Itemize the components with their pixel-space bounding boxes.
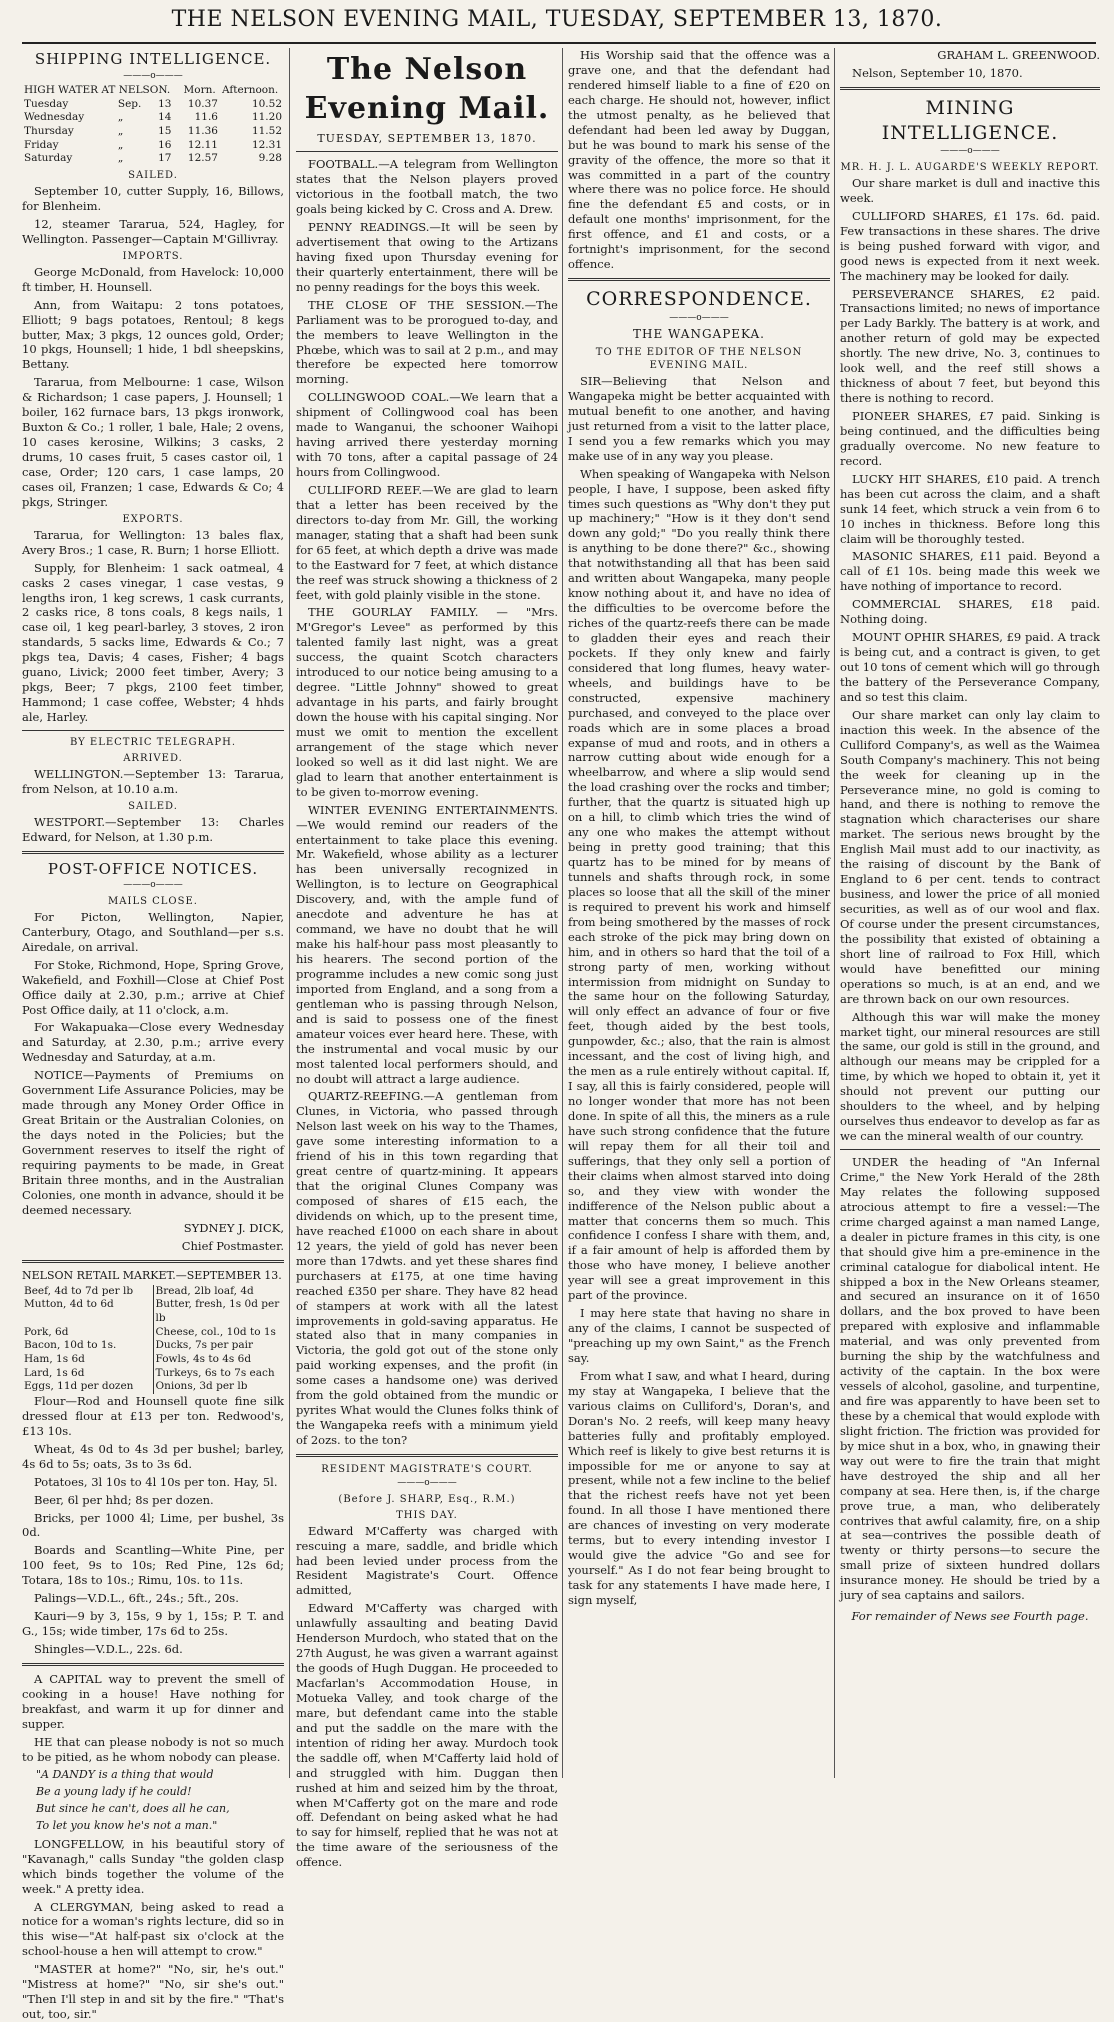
- export-item: Tararua, for Wellington: 13 bales flax, Avery Bros.; 1 case, R. Burn; 1 horse Elliott.: [22, 527, 284, 557]
- court-para: His Worship said that the offence was a grave one, and that the defendant had rendered himself liable to a fine of £20 on each charge. He should not, however, inflict the utmost penalty, as he believed that defendant had been led away by Duggan, but he was bound to mark his sense of the gravity of the offence, the more so that it was committed in a part of the country where there was no police force. He should fine the defendant £5 and costs, or in default one months' imprisonment, for the first offence, and £1 and costs, or a fortnight's imprisonment, for the second offence.: [568, 48, 830, 272]
- tide-aft-label: Afternoon.: [221, 84, 279, 97]
- tide-day: Wednesday: [24, 111, 85, 124]
- import-item: George McDonald, from Havelock: 10,000 ft timber, H. Hounsell.: [22, 264, 284, 294]
- tide-month: „: [117, 152, 124, 165]
- market-cell: Pork, 6d: [24, 1325, 69, 1338]
- tide-row: [22, 139, 284, 153]
- tide-day: Friday: [24, 138, 59, 151]
- court-day: THIS DAY.: [396, 1509, 458, 1521]
- news-item: WINTER EVENING ENTERTAINMENTS.—We would remind our readers of the entertainment to take place this evening. Mr. Wakefield, whose ability as a lecturer has been universally recognized in Wellington, is to lecture on Geographical Discovery, and, with the ample fund of anecdote and adventure he has at command, we have no doubt that he will make his half-hour pass most pleasantly to his hearers. The second portion of the programme includes a new comic song just imported from England, and a song from a gentleman who is passing through Nelson, and is said to possess one of the finest amateur voices ever heard here. These, with the instrumental and vocal music by our most talented local performers should, and no doubt will attract a large audience.: [296, 802, 558, 1086]
- ornament: ———o———: [397, 1477, 457, 1488]
- market-cell: Fowls, 4s to 4s 6d: [153, 1353, 284, 1367]
- court-before: (Before J. SHARP, Esq., R.M.): [338, 1493, 516, 1505]
- tide-row: [22, 125, 284, 139]
- post-signature-title: Chief Postmaster.: [181, 1238, 284, 1253]
- court-heading: RESIDENT MAGISTRATE'S COURT.: [321, 1463, 533, 1475]
- letter-date: Nelson, September 10, 1870.: [852, 65, 1023, 80]
- telegraph-heading: BY ELECTRIC TELEGRAPH.: [69, 736, 237, 748]
- table-row: [22, 1298, 284, 1325]
- market-note: Boards and Scantling—White Pine, per 100 feet, 9s to 10s; Red Pine, 12s 6d; Totara, 18s to 10s.; Rimu, 10s. to 11s.: [22, 1543, 284, 1588]
- divider: [840, 1149, 1100, 1150]
- tide-morn: 12.57: [187, 152, 218, 165]
- letter-para: When speaking of Wangapeka with Nelson people, I have, I suppose, been asked fifty times such questions as "Why don't they put up machinery;" "How is it they don't send down any gold;" "Do you really think there is anything to be done there?" &c., showing that notwithstanding all that has been said and written about Wangapeka, many people know nothing about it, and have no idea of the difficulties to be overcome before the riches of the quartz-reefs there can be made to gladden their eyes and reach their pockets. If they only knew and fairly considered that long flumes, heavy water-wheels, and buildings have to be constructed, expensive machinery purchased, and conveyed to the place over roads which are in some places a broad expanse of mud and roots, and in others a narrow cutting about wide enough for a wheelbarrow, and where a slip would send the load crashing over the rocks and timber; further, that the quartz is situated high up on a hill, to climb which tries the wind of any one who makes the attempt without being in pretty good training; that this quartz has to be mined for by means of tunnels and shafts through rock, in some places so loose that all the skill of the miner is required to prevent his work and himself from being smothered by the masses of rock each stroke of the pick may bring down on him, and in others so hard that the toil of a strong party of men, working without intermission from midnight on Sunday to the same hour on the following Saturday, will only effect an advance of four or five feet, though aided by the best tools, gunpowder, &c.; also, that the rain is almost incessant, and the cost of living high, and the men as a rule entirely without capital. If, I say, all this is fairly considered, people will no longer wonder that more has not been done. In spite of all this, the miners as a rule have such strong confidence that the future will repay them for all their toil and sufferings, that they only sell a portion of their claims when almost starved into doing so, and they view with wonder the indifference of the Nelson public about a matter that concerns them so much. This confidence I confess I share with them, and, if a fair amount of help is afforded them by those who have money, I believe another year will see a great improvement in this part of the province.: [568, 466, 830, 1303]
- ornament: ———o———: [123, 880, 183, 891]
- telegraph-arrived: WELLINGTON.—September 13: Tararua, from Nelson, at 10.10 a.m.: [22, 766, 284, 796]
- market-cell: Butter, fresh, 1s 0d per lb: [153, 1298, 284, 1325]
- post-item: For Picton, Wellington, Napier, Canterbury, Otago, and Southland—per s.s. Airedale, on arrival.: [22, 909, 284, 954]
- market-cell: Ducks, 7s per pair: [153, 1339, 284, 1353]
- tide-morn: 10.37: [187, 97, 218, 110]
- poem-line: But since he can't, does all he can,: [36, 1802, 230, 1816]
- mining-para: LUCKY HIT SHARES, £10 paid. A trench has been cut across the claim, and a shaft sunk 14 feet, which struck a vein from 6 to 10 inches in thickness. Before long this claim will be thoroughly tested.: [840, 471, 1100, 546]
- sailed-heading: SAILED.: [128, 170, 178, 182]
- tide-morn: 11.6: [194, 111, 218, 124]
- correspondence-to: TO THE EDITOR OF THE NELSON EVENING MAIL.: [595, 347, 803, 372]
- correspondence-subhead: THE WANGAPEKA.: [633, 327, 765, 342]
- masthead-rule: [22, 42, 1096, 44]
- table-row: [22, 1353, 284, 1367]
- tide-date: 16: [158, 138, 172, 151]
- poem-line: To let you know he's not a man.": [36, 1819, 218, 1833]
- court-para: Edward M'Cafferty was charged with rescuing a mare, saddle, and bridle which had been levied under process from the Resident Magistrate's Court. Offence admitted,: [296, 1523, 558, 1598]
- sailed-item: 12, steamer Tararua, 524, Hagley, for Wellington. Passenger—Captain M'Gillivray.: [22, 216, 284, 246]
- tide-morn: 11.36: [187, 125, 218, 138]
- tide-date: 13: [158, 97, 172, 110]
- market-cell: Ham, 1s 6d: [24, 1353, 85, 1366]
- divider: [840, 87, 1100, 90]
- tide-month: Sep.: [117, 97, 142, 110]
- continuation-note: For remainder of News see Fourth page.: [851, 1609, 1089, 1624]
- ornament: ———o———: [669, 312, 729, 323]
- tide-aft: 9.28: [258, 152, 282, 165]
- misc-item: LONGFELLOW, in his beautiful story of "Kavanagh," calls Sunday "the golden clasp which binds together the volume of the week." A pretty idea.: [22, 1836, 284, 1896]
- arrived-heading: ARRIVED.: [123, 752, 183, 764]
- tide-date: 14: [158, 111, 172, 124]
- import-item: Tararua, from Melbourne: 1 case, Wilson & Richardson; 1 case papers, J. Hounsell; 1 boiler, 162 furnace bars, 13 pkgs ironwork, Buxton & Co.; 1 roller, 1 bale, Hale; 2 ovens, 10 cases kerosine, Wilkins; 3 casks, 2 drums, 10 cases fruit, 5 cases castor oil, 1 case, Order; 120 cars, 1 case lamps, 20 cases oil, Franzen; 1 case, Edwards & Co; 4 pkgs, Stringer.: [22, 375, 284, 509]
- telegraph-sailed: WESTPORT.—September 13: Charles Edward, for Nelson, at 1.30 p.m.: [22, 814, 284, 844]
- editorial-date: TUESDAY, SEPTEMBER 13, 1870.: [317, 132, 537, 145]
- ornament: ———o———: [940, 146, 1000, 157]
- news-item: COLLINGWOOD COAL.—We learn that a shipment of Collingwood coal has been made to Wanganui, the schooner Waihopi having arrived there yesterday morning with 70 tons, after a capital passage of 24 hours from Collingwood.: [296, 390, 558, 480]
- letter-signature: GRAHAM L. GREENWOOD.: [937, 48, 1100, 62]
- divider: [22, 851, 284, 854]
- news-item: CULLIFORD REEF.—We are glad to learn that a letter has been received by the directors to-day from Mr. Gill, the working manager, stating that a shaft had been sunk for 65 feet, at which depth a drive was made to the Eastward for 7 feet, at which distance the reef was struck showing a thickness of 2 feet, with gold plainly visible in the stone.: [296, 482, 558, 602]
- mining-report-title: MR. H. J. L. AUGARDE'S WEEKLY REPORT.: [840, 161, 1100, 173]
- tide-aft: 10.52: [251, 97, 282, 110]
- tide-row: [22, 98, 284, 112]
- post-heading: POST-OFFICE NOTICES.: [47, 859, 259, 878]
- market-cell: Cheese, col., 10d to 1s: [153, 1326, 284, 1340]
- tide-label: HIGH WATER AT NELSON.: [24, 84, 171, 97]
- tide-table: [22, 84, 284, 166]
- market-note: Beer, 6l per hhd; 8s per dozen.: [34, 1492, 214, 1507]
- tide-month: „: [117, 138, 124, 151]
- mining-heading: MINING INTELLIGENCE.: [881, 96, 1059, 144]
- tide-day: Saturday: [24, 152, 73, 165]
- tide-row: [22, 152, 284, 166]
- divider: [22, 1260, 284, 1263]
- tide-month: „: [117, 125, 124, 138]
- market-note: Shingles—V.D.L., 22s. 6d.: [34, 1642, 183, 1657]
- news-item: FOOTBALL.—A telegram from Wellington states that the Nelson players proved victorious in the football match, the two goals being kicked by C. Cross and A. Drew.: [296, 157, 558, 217]
- post-signature: SYDNEY J. DICK,: [183, 1220, 284, 1235]
- divider: [296, 1454, 558, 1457]
- market-cell: Beef, 4d to 7d per lb: [24, 1284, 134, 1297]
- column-rule: [562, 48, 563, 1778]
- masthead: THE NELSON EVENING MAIL, TUESDAY, SEPTEMBER 13, 1870.: [171, 7, 943, 32]
- tide-aft: 12.31: [251, 138, 282, 151]
- tide-day: Thursday: [24, 125, 74, 138]
- market-cell: Mutton, 4d to 6d: [24, 1298, 114, 1311]
- market-note: Wheat, 4s 0d to 4s 3d per bushel; barley, 4s 6d to 5s; oats, 3s to 3s 6d.: [22, 1441, 284, 1471]
- tide-morn: 12.11: [187, 138, 218, 151]
- column-2: [296, 48, 558, 1870]
- market-cell: Bacon, 10d to 1s.: [24, 1339, 117, 1352]
- news-item: THE CLOSE OF THE SESSION.—The Parliament was to be prorogued to-day, and the members to leave Wellington in the Phœbe, which was to sail at 2 p.m., and may therefore be expected here tomorrow morning.: [296, 297, 558, 387]
- market-note: Potatoes, 3l 10s to 4l 10s per ton. Hay, 5l.: [34, 1474, 278, 1489]
- exports-heading: EXPORTS.: [122, 513, 184, 525]
- mining-para: MOUNT OPHIR SHARES, £9 paid. A track is being cut, and a contract is given, to get out 10 tons of cement which will go through the battery of the Perseverance Company, and so test this claim.: [840, 630, 1100, 704]
- poem-line: "A DANDY is a thing that would: [36, 1767, 214, 1781]
- post-notice: NOTICE—Payments of Premiums on Government Life Assurance Policies, may be made through any Money Order Office in Great Britain or the Australian Colonies, on the days noted in the Policies; but the Government reserves to itself the right of requiring payments to be made, in Great Britain three months, and in the Australian Colonies, one month in advance, should it be deemed necessary.: [22, 1068, 284, 1217]
- table-row: [22, 1339, 284, 1353]
- news-item: PENNY READINGS.—It will be seen by advertisement that owing to the Artizans having fixed upon Thursday evening for their quarterly entertainment, there will be no penny readings for the boys this week.: [296, 220, 558, 294]
- divider: [22, 730, 284, 731]
- table-row: [22, 1326, 284, 1340]
- column-3: [568, 48, 830, 1778]
- market-cell: Bread, 2lb loaf, 4d: [153, 1285, 284, 1299]
- tide-day: Tuesday: [24, 97, 69, 110]
- column-rule: [289, 48, 290, 1778]
- correspondence-heading: CORRESPONDENCE.: [586, 288, 812, 311]
- tide-row: [22, 111, 284, 125]
- imports-heading: IMPORTS.: [122, 250, 184, 262]
- market-cell: Lard, 1s 6d: [24, 1366, 85, 1379]
- tide-month: „: [117, 111, 124, 124]
- letter-para: I may here state that having no share in any of the claims, I cannot be suspected of "preaching up my own Saint," as the French say.: [568, 1306, 830, 1365]
- ornament: ———o———: [123, 70, 183, 81]
- column-4: [840, 48, 1100, 1778]
- column-rule: [834, 48, 835, 1778]
- poem-line: Be a young lady if he could!: [36, 1784, 192, 1798]
- table-row: [22, 1367, 284, 1381]
- tide-aft: 11.20: [251, 111, 282, 124]
- mining-para: Our share market can only lay claim to inaction this week. In the absence of the Culliford Company's, as well as the Waimea South Company's machinery. This not being the week for cleaning up in the Perseverance mine, no gold is coming to hand, and there is nothing to remove the stagnation which characterises our share market. The serious news brought by the English Mail must add to our inactivity, as the raising of discount by the Bank of England to 6 per cent. tends to contract business, and lower the price of all monied securities, as well as of our wool and flax. Of course under the present circumstances, the possibility that existed of obtaining a short line of railroad to Fox Hill, which would have benefitted our mining operations so much, is at an end, and we are thrown back on our own resources.: [840, 707, 1100, 1006]
- mails-heading: MAILS CLOSE.: [108, 895, 198, 907]
- tide-aft: 11.52: [251, 125, 282, 138]
- market-note: Kauri—9 by 3, 15s, 9 by 1, 15s; P. T. and G., 15s; wide timber, 17s 6d to 25s.: [22, 1609, 284, 1639]
- letter-para: From what I saw, and what I heard, during my stay at Wangapeka, I believe that the various claims on Culliford's, Doran's, and Doran's No. 2 reefs, will keep many heavy batteries fully and profitably employed. Which reef is likely to give best returns it is impossible for me or anyone to say at present, while not a few incline to the belief that the richest reefs have not yet been found. In all those I have mentioned there are chances of investing on very moderate terms, but to every intending investor I would give the advice "Go and see for yourself." As I do not fear being brought to task for any statements I have made here, I sign myself,: [568, 1368, 830, 1607]
- market-heading: NELSON RETAIL MARKET.—SEPTEMBER 13.: [22, 1268, 282, 1282]
- market-cell: Turkeys, 6s to 7s each: [153, 1367, 284, 1381]
- mining-para: PIONEER SHARES, £7 paid. Sinking is being continued, and the difficulties being gradually overcome. No new feature to record.: [840, 409, 1100, 468]
- court-para: Edward M'Cafferty was charged with unlawfully assaulting and beating David Henderson Murdoch, who stated that on the 27th August, he was given a warrant against the goods of Hugh Duggan. He proceeded to Macfarlan's Accommodation House, in Motueka Valley, and took charge of the mare, but defendant came into the stable and put the saddle on the mare with the intention of riding her away. Murdoch took the saddle off, when M'Cafferty laid hold of and struggled with him. Duggan then rushed at him and seized him by the throat, when M'Cafferty got on the mare and rode off. Defendant on being asked what he had to say for himself, replied that he was not at the time aware of the seriousness of the offence.: [296, 1601, 558, 1870]
- import-item: Ann, from Waitapu: 2 tons potatoes, Elliott; 9 bags potatoes, Rentoul; 8 kegs butter, Max; 3 pkgs, 12 ounces gold, Order; 10 pkgs, Hounsell; 1 hide, 1 bdl sheepskins, Bettany.: [22, 297, 284, 372]
- shipping-heading: SHIPPING INTELLIGENCE.: [34, 50, 272, 68]
- market-table: [22, 1285, 284, 1394]
- market-cell: Onions, 3d per lb: [153, 1380, 284, 1394]
- tide-morn-label: Morn.: [183, 84, 216, 97]
- misc-item: HE that can please nobody is not so much to be pitied, as he whom nobody can please.: [22, 1734, 284, 1764]
- news-item: THE GOURLAY FAMILY. — "Mrs. M'Gregor's Levee" as performed by this talented family last night, was a great success, the quaint Scotch characters introduced to our notice being amusing to a degree. "Little Johnny" showed to great advantage in his parts, and fairly brought down the house with his capital singing. Nor must we omit to mention the excellent arrangement of the stage which never looked so well as it did last night. We are glad to learn that another entertainment is to be given to-morrow evening.: [296, 605, 558, 799]
- divider: [296, 151, 558, 152]
- market-cell: Eggs, 11d per dozen: [24, 1380, 134, 1393]
- column-1: [22, 48, 284, 2022]
- news-item: UNDER the heading of "An Infernal Crime," the New York Herald of the 28th May relates the following supposed atrocious attempt to fire a vessel:—The crime charged against a man named Lange, a dealer in picture frames in this city, is one that should give him a pre-eminence in the criminal catalogue for diabolical intent. He shipped a box in the New Orleans steamer, and secured an insurance on it of 1650 dollars, and the box proved to have been prepared with explosive and inflammable material, and was only prevented from burning the ship by the watchfulness and activity of the captain. In the box were vessels of alcohol, gasoline, and turpentine, and fire was apparently to have been set to these by a chemical that would explode with slight friction. The friction was provided for by mice shut in a box, who, in gnawing their way out were to fire the train that might have destroyed the ship and all her company at sea. Here then, is, if the charge prove true, a man, who deliberately contrives that awful calamity, fire, on a ship at sea—contrives the possible death of twenty or thirty persons—to secure the small prize of sixteen hundred dollars insurance money. He should be tried by a jury of sea captains and sailors.: [840, 1155, 1100, 1603]
- divider: [568, 278, 830, 281]
- news-item: QUARTZ-REEFING.—A gentleman from Clunes, in Victoria, who passed through Nelson last week on his way to the Thames, gave some interesting information to a friend of his in this town regarding that great centre of quartz-mining. It appears that the original Clunes Company was composed of shares of £15 each, the dividends on which, up to the present time, have reached £1000 on each share in about 12 years, the yield of gold has never been more than 17dwts. and yet these shares find purchasers at £175, at one time having reached £350 per share. They have 82 head of stampers at work with all the latest improvements in gold-saving apparatus. He stated also that in many companies in Victoria, the gold got out of the stone only paid working expenses, and the profit (in some cases a handsome one) was derived from the gold obtained from the mundic or pyrites What would the Clunes folks think of the Wangapeka reefs with a minimum yield of 2ozs. to the ton?: [296, 1089, 558, 1448]
- post-item: For Wakapuaka—Close every Wednesday and Saturday, at 2.30, p.m.; arrive every Wednesday and Saturday, at a.m.: [22, 1020, 284, 1065]
- tide-header-row: [22, 84, 284, 98]
- table-row: [22, 1380, 284, 1394]
- post-item: For Stoke, Richmond, Hope, Spring Grove, Wakefield, and Foxhill—Close at Chief Post Office daily at 2.30, p.m.; arrive at Chief Post Office daily, at 11 o'clock, a.m.: [22, 957, 284, 1017]
- market-note: Flour—Rod and Hounsell quote fine silk dressed flour at £13 per ton. Redwood's, £13 10s.: [22, 1393, 284, 1438]
- divider: [22, 1663, 284, 1666]
- mining-para: MASONIC SHARES, £11 paid. Beyond a call of £1 10s. being made this week we have nothing of importance to record.: [840, 549, 1100, 594]
- table-row: [22, 1285, 284, 1299]
- misc-item: A CLERGYMAN, being asked to read a notice for a woman's rights lecture, did so in this wise—"At half-past six o'clock at the school-house a hen will attempt to crow.": [22, 1899, 284, 1959]
- mining-para: Although this war will make the money market tight, our mineral resources are still the same, our gold is still in the ground, and although our means may be crippled for a time, by which we hoped to obtain it, yet it should not prevent our putting our shoulders to the wheel, and by helping ourselves thus endeavor to develop as far as we can the mineral wealth of our country.: [840, 1009, 1100, 1144]
- tide-date: 17: [158, 152, 172, 165]
- mining-para: Our share market is dull and inactive this week.: [840, 175, 1100, 205]
- letter-para: SIR—Believing that Nelson and Wangapeka might be better acquainted with mutual benefit to one another, and having just returned from a visit to the latter place, I send you a few remarks which you may make use of in any way you please.: [568, 374, 830, 463]
- sailed-item: September 10, cutter Supply, 16, Billows, for Blenheim.: [22, 184, 284, 213]
- tide-date: 15: [158, 125, 172, 138]
- market-note: Palings—V.D.L., 6ft., 24s.; 5ft., 20s.: [34, 1591, 239, 1606]
- misc-item: "MASTER at home?" "No, sir, he's out." "Mistress at home?" "No, sir she's out." "Then I'll step in and sit by the fire." "That's out, too, sir.": [22, 1962, 284, 2022]
- telegraph-sailed-heading: SAILED.: [128, 800, 178, 812]
- mining-para: COMMERCIAL SHARES, £18 paid. Nothing doing.: [840, 597, 1100, 627]
- mining-para: CULLIFORD SHARES, £1 17s. 6d. paid. Few transactions in these shares. The drive is being pushed forward with vigor, and good news is expected from it next week. The machinery may be looked for daily.: [840, 208, 1100, 283]
- mining-para: PERSEVERANCE SHARES, £2 paid. Transactions limited; no news of importance per Lady Barkly. The battery is at work, and another return of gold may be expected shortly. The new drive, No. 3, continues to look well, and the reef still shows a thickness of about 7 feet, but beyond this there is nothing to record.: [840, 286, 1101, 406]
- newspaper-title: The Nelson Evening Mail.: [304, 52, 550, 126]
- market-note: Bricks, per 1000 4l; Lime, per bushel, 3s 0d.: [22, 1510, 284, 1540]
- misc-item: A CAPITAL way to prevent the smell of cooking in a house! Have nothing for breakfast, and warm it up for dinner and supper.: [22, 1671, 284, 1731]
- export-item: Supply, for Blenheim: 1 sack oatmeal, 4 casks 2 cases vinegar, 1 case vestas, 9 lengths iron, 1 keg screws, 1 cask currants, 2 casks rice, 8 tons coals, 8 kegs nails, 1 case oil, 1 keg pearl-barley, 3 stoves, 2 iron standards, 5 sacks lime, Edwards & Co.; 7 pkgs tea, Davis; 4 cases, Fisher; 4 bags guano, Livick; 2000 feet timber, Avery; 3 pkgs, Beer; 7 pkgs, 2100 feet timber, Hammond; 1 case coffee, Webster; 4 hhds ale, Harley.: [22, 560, 284, 725]
